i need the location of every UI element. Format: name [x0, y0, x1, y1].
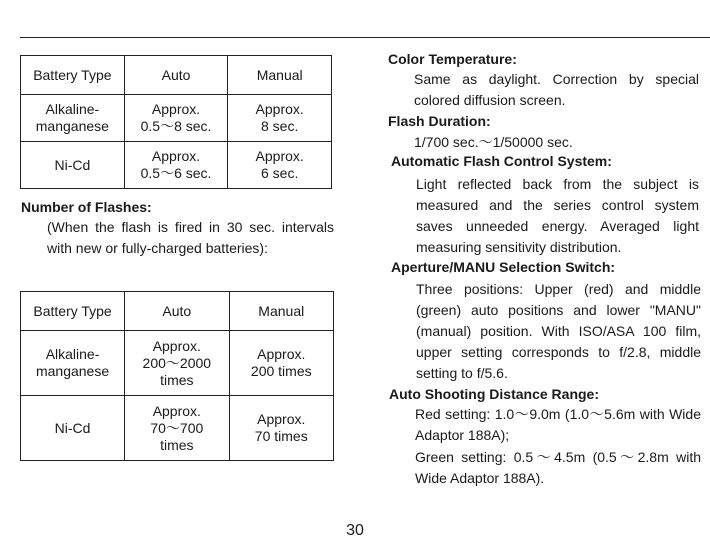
section-heading-auto-flash-control: Automatic Flash Control System:	[391, 153, 612, 169]
section-heading-distance-range: Auto Shooting Distance Range:	[389, 386, 599, 402]
column-header: Manual	[229, 292, 333, 331]
top-rule	[20, 37, 710, 38]
battery-type-cell: Ni-Cd	[21, 396, 125, 461]
battery-type-cell: Ni-Cd	[21, 142, 125, 189]
auto-cell: Approx. 0.5～6 sec.	[124, 142, 228, 189]
manual-cell: Approx. 8 sec.	[228, 95, 332, 142]
auto-cell: Approx. 70～700 times	[125, 396, 229, 461]
column-header: Auto	[125, 292, 229, 331]
auto-cell: Approx. 0.5～8 sec.	[124, 95, 228, 142]
color-temperature-text: Same as daylight. Correction by special colored diffusion screen.	[414, 71, 699, 108]
battery-type-cell: Alkaline- manganese	[21, 331, 125, 396]
manual-cell: Approx. 6 sec.	[228, 142, 332, 189]
number-of-flashes-table	[20, 291, 334, 461]
table-row	[21, 331, 334, 396]
aperture-switch-text: Three positions: Upper (red) and middle (green) auto positions and lower "MANU" (manual) position. With ISO/ASA 100 film, upper setting corresponds to f/2.8, middle setting to f/5.6.	[416, 281, 701, 381]
table-header-row	[21, 292, 334, 331]
column-header: Manual	[228, 56, 332, 95]
flashes-text: (When the flash is fired in 30 sec. intervals with new or fully-charged batteries):	[47, 219, 334, 256]
manual-cell: Approx. 70 times	[229, 396, 333, 461]
section-heading-flash-duration: Flash Duration:	[388, 113, 491, 129]
table-header-row	[21, 56, 332, 95]
manual-cell: Approx. 200 times	[229, 331, 333, 396]
auto-cell: Approx. 200～2000 times	[125, 331, 229, 396]
battery-type-cell: Alkaline- manganese	[21, 95, 125, 142]
page-number: 30	[346, 522, 364, 539]
flash-duration-text: 1/700 sec.～1/50000 sec.	[414, 134, 573, 150]
section-heading-flashes: Number of Flashes:	[21, 199, 152, 215]
table-row	[21, 95, 332, 142]
flash-recycle-table	[20, 55, 332, 189]
section-heading-color-temperature: Color Temperature:	[388, 51, 517, 67]
section-heading-aperture-switch: Aperture/MANU Selection Switch:	[391, 259, 616, 275]
distance-green-text: Green setting: 0.5～4.5m (0.5～2.8m with Wide Adaptor 188A).	[415, 449, 701, 486]
column-header: Battery Type	[21, 292, 125, 331]
column-header: Auto	[124, 56, 228, 95]
table-row	[21, 396, 334, 461]
distance-red-text: Red setting: 1.0～9.0m (1.0～5.6m with Wide Adaptor 188A);	[415, 406, 701, 443]
auto-flash-control-text: Light reflected back from the subject is measured and the series control system saves unneeded energy. Averaged light measuring sensitivity distribution.	[416, 176, 699, 255]
table-row	[21, 142, 332, 189]
column-header: Battery Type	[21, 56, 125, 95]
